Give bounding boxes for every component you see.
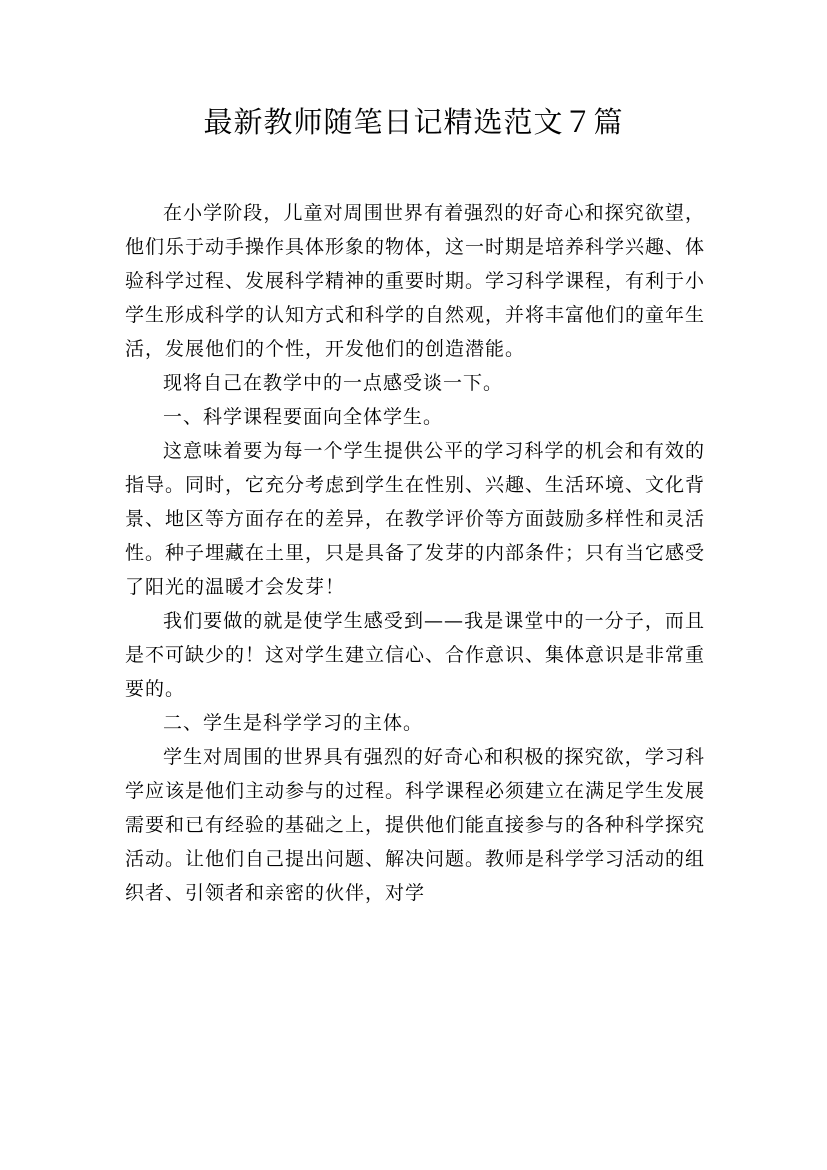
paragraph: 我们要做的就是使学生感受到——我是课堂中的一分子，而且是不可缺少的！这对学生建立信心、合作意识、集体意识是非常重要的。 bbox=[125, 610, 706, 700]
paragraph: 这意味着要为每一个学生提供公平的学习科学的机会和有效的指导。同时，它充分考虑到学生在性别、兴趣、生活环境、文化背景、地区等方面存在的差异，在教学评价等方面鼓励多样性和灵活性。种子埋藏在土里，只是具备了发芽的内部条件；只有当它感受了阳光的温暖才会发芽！ bbox=[125, 440, 706, 598]
section-heading-2: 二、学生是科学学习的主体。 bbox=[163, 712, 424, 734]
document-body bbox=[125, 196, 705, 910]
document-title: 最新教师随笔日记精选范文７篇 bbox=[203, 105, 624, 139]
paragraph: 学生对周围的世界具有强烈的好奇心和积极的探究欲，学习科学应该是他们主动参与的过程。科学课程必须建立在满足学生发展需要和已有经验的基础之上，提供他们能直接参与的各种科学探究活动。让他们自己提出问题、解决问题。教师是科学学习活动的组织者、引领者和亲密的伙伴，对学 bbox=[125, 746, 706, 904]
paragraph-lead: 现将自己在教学中的一点感受谈一下。 bbox=[163, 372, 504, 394]
section-heading-1: 一、科学课程要面向全体学生。 bbox=[163, 406, 444, 428]
paragraph-intro: 在小学阶段，儿童对周围世界有着强烈的好奇心和探究欲望，他们乐于动手操作具体形象的物体，这一时期是培养科学兴趣、体验科学过程、发展科学精神的重要时期。学习科学课程，有利于小学生形成科学的认知方式和科学的自然观，并将丰富他们的童年生活，发展他们的个性，开发他们的创造潜能。 bbox=[125, 202, 706, 360]
